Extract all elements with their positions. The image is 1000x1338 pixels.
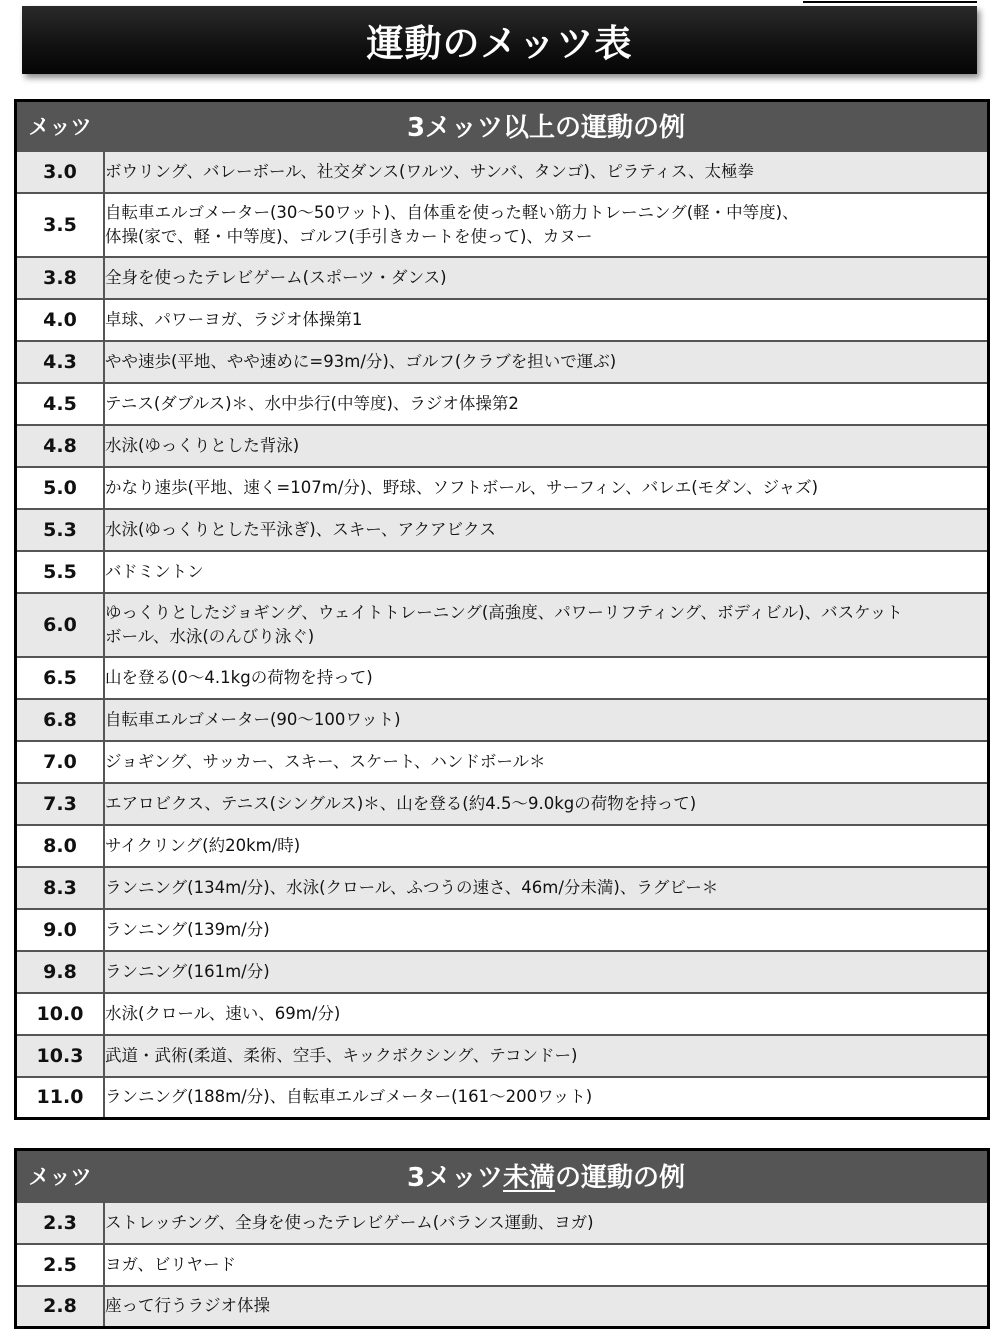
mets-value: 8.0 [16, 825, 105, 867]
table-row [16, 951, 989, 993]
activity-description [104, 783, 989, 825]
examples-column-header [104, 1150, 989, 1202]
mets-value: 4.5 [16, 383, 105, 425]
page-title: 運動のメッツ表 [366, 22, 633, 65]
activity-description [104, 341, 989, 383]
mets-value: 3.5 [16, 193, 105, 257]
header-underlined-word: 未満 [503, 1163, 556, 1194]
header-prefix: 3メッツ [406, 1163, 504, 1194]
mets-value: 7.3 [16, 783, 105, 825]
header-suffix: の運動の例 [555, 1163, 686, 1194]
description-line: 山を登る(0～4.1kgの荷物を持って) [105, 667, 373, 687]
description-line: バドミントン [105, 561, 204, 581]
description-line: ジョギング、サッカー、スキー、スケート、ハンドボール＊ [105, 751, 546, 771]
activity-description [104, 867, 989, 909]
mets-value: 4.0 [16, 299, 105, 341]
table-row [16, 299, 989, 341]
mets-value: 2.5 [16, 1244, 105, 1286]
description-line: ランニング(134m/分)、水泳(クロール、ふつうの速さ、46m/分未満)、ラグビー＊ [105, 877, 719, 897]
activity-description [104, 257, 989, 299]
table-body [16, 1202, 989, 1328]
table-row [16, 1244, 989, 1286]
table-header-row [16, 101, 989, 151]
table-row [16, 783, 989, 825]
mets-value: 11.0 [16, 1077, 105, 1119]
description-line: かなり速歩(平地、速く=107m/分)、野球、ソフトボール、サーフィン、バレエ(モダン、ジャズ) [105, 477, 819, 497]
table-row [16, 425, 989, 467]
description-line: やや速歩(平地、やや速めに=93m/分)、ゴルフ(クラブを担いで運ぶ) [105, 351, 617, 371]
mets-value: 5.0 [16, 467, 105, 509]
activity-description [104, 657, 989, 699]
examples-column-header: 3メッツ以上の運動の例 [104, 101, 989, 151]
mets-column-header: メッツ [16, 101, 105, 151]
table-row [16, 383, 989, 425]
activity-description [104, 425, 989, 467]
mets-value: 6.0 [16, 593, 105, 657]
top-rule [803, 1, 977, 3]
activity-description [104, 193, 989, 257]
description-line: ストレッチング、全身を使ったテレビゲーム(バランス運動、ヨガ) [105, 1212, 594, 1232]
table-row [16, 509, 989, 551]
mets-value: 5.3 [16, 509, 105, 551]
activity-description [104, 699, 989, 741]
table-row [16, 699, 989, 741]
mets-value: 9.0 [16, 909, 105, 951]
mets-value: 10.0 [16, 993, 105, 1035]
mets-column-header: メッツ [16, 1150, 105, 1202]
description-line: テニス(ダブルス)＊、水中歩行(中等度)、ラジオ体操第2 [105, 393, 519, 413]
table-row [16, 1077, 989, 1119]
mets-value: 2.3 [16, 1202, 105, 1244]
description-line: 自転車エルゴメーター(90～100ワット) [105, 709, 401, 729]
activity-description [104, 1202, 989, 1244]
description-line: ランニング(139m/分) [105, 919, 270, 939]
description-line: サイクリング(約20km/時) [105, 835, 301, 855]
mets-value: 9.8 [16, 951, 105, 993]
mets-table-3-and-above [14, 99, 990, 1120]
description-line: 武道・武術(柔道、柔術、空手、キックボクシング、テコンドー) [105, 1045, 578, 1065]
table-row [16, 825, 989, 867]
description-line: ランニング(188m/分)、自転車エルゴメーター(161～200ワット) [105, 1087, 593, 1107]
mets-value: 3.0 [16, 151, 105, 193]
activity-description [104, 151, 989, 193]
table-row [16, 993, 989, 1035]
mets-value: 8.3 [16, 867, 105, 909]
table-row [16, 341, 989, 383]
activity-description [104, 383, 989, 425]
description-line: ランニング(161m/分) [105, 961, 270, 981]
activity-description [104, 1244, 989, 1286]
activity-description [104, 951, 989, 993]
table-row [16, 1202, 989, 1244]
table-row [16, 867, 989, 909]
description-line: 座って行うラジオ体操 [105, 1296, 270, 1316]
table-row [16, 551, 989, 593]
table-row [16, 1035, 989, 1077]
mets-value: 5.5 [16, 551, 105, 593]
activity-description [104, 1035, 989, 1077]
activity-description [104, 993, 989, 1035]
mets-value: 3.8 [16, 257, 105, 299]
table-row [16, 657, 989, 699]
description-line: ゆっくりとしたジョギング、ウェイトトレーニング(高強度、パワーリフティング、ボディビル)、バスケット [105, 602, 903, 622]
mets-value: 7.0 [16, 741, 105, 783]
table-row [16, 593, 989, 657]
table-row [16, 257, 989, 299]
activity-description [104, 1077, 989, 1119]
mets-value: 10.3 [16, 1035, 105, 1077]
mets-table-below-3 [14, 1148, 990, 1329]
mets-value: 6.8 [16, 699, 105, 741]
table-header-row [16, 1150, 989, 1202]
table-row [16, 1286, 989, 1328]
activity-description [104, 299, 989, 341]
activity-description [104, 741, 989, 783]
activity-description [104, 467, 989, 509]
description-line: 自転車エルゴメーター(30～50ワット)、自体重を使った軽い筋力トレーニング(軽・中等度)、 [105, 202, 799, 222]
mets-value: 2.8 [16, 1286, 105, 1328]
description-line: 水泳(ゆっくりとした平泳ぎ)、スキー、アクアビクス [105, 519, 496, 539]
table-row [16, 151, 989, 193]
mets-value: 6.5 [16, 657, 105, 699]
activity-description [104, 593, 989, 657]
title-banner [22, 6, 977, 74]
description-line: 体操(家で、軽・中等度)、ゴルフ(手引きカートを使って)、カヌー [105, 226, 593, 246]
description-line: エアロビクス、テニス(シングルス)＊、山を登る(約4.5～9.0kgの荷物を持って) [105, 793, 697, 813]
activity-description [104, 909, 989, 951]
description-line: ボール、水泳(のんびり泳ぐ) [105, 626, 315, 646]
table-row [16, 193, 989, 257]
description-line: 水泳(クロール、速い、69m/分) [105, 1003, 341, 1023]
table-row [16, 909, 989, 951]
activity-description [104, 825, 989, 867]
table-row [16, 467, 989, 509]
table-body [16, 151, 989, 1119]
mets-value: 4.8 [16, 425, 105, 467]
description-line: 水泳(ゆっくりとした背泳) [105, 435, 300, 455]
description-line: 卓球、パワーヨガ、ラジオ体操第1 [105, 309, 363, 329]
description-line: ボウリング、バレーボール、社交ダンス(ワルツ、サンバ、タンゴ)、ピラティス、太極拳 [105, 161, 754, 181]
mets-value: 4.3 [16, 341, 105, 383]
activity-description [104, 1286, 989, 1328]
activity-description [104, 551, 989, 593]
description-line: ヨガ、ビリヤード [105, 1254, 237, 1274]
activity-description [104, 509, 989, 551]
table-row [16, 741, 989, 783]
description-line: 全身を使ったテレビゲーム(スポーツ・ダンス) [105, 267, 447, 287]
